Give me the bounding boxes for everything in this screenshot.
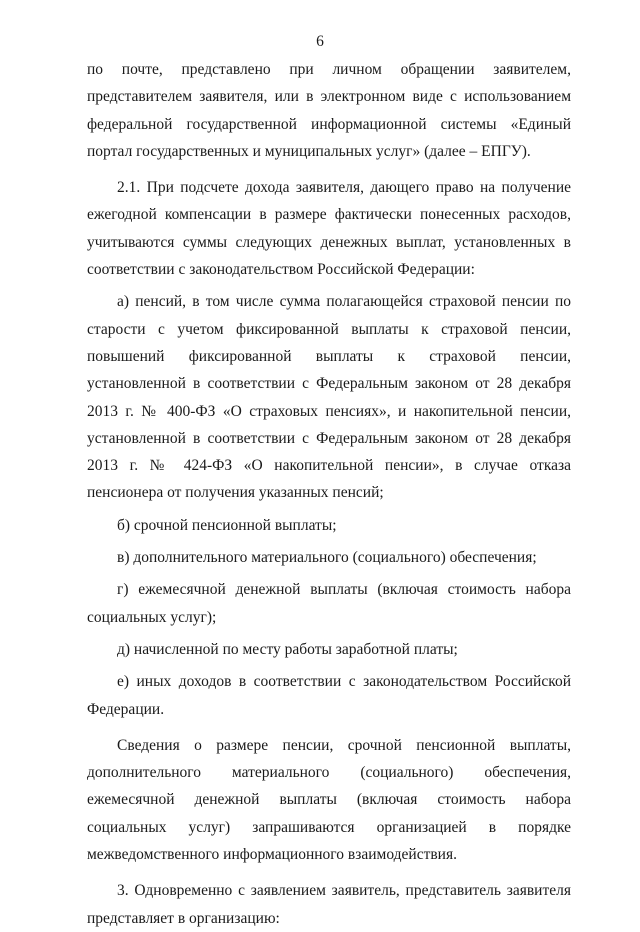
- paragraph-delivery-methods: по почте, представлено при личном обращении заявителем, представителем заявителя, или в электронном виде с использованием федеральной государственной информационной системы «Единый портал государственных и муниципальных услуг» (далее – ЕПГУ).: [87, 61, 571, 160]
- list-item-pensions: а) пенсий, в том числе сумма полагающейся страховой пенсии по старости с учетом фиксированной выплаты к страховой пенсии, повышений фиксированной выплаты к страховой пенсии, установленной в соответствии с Федеральным законом от 28 декабря 2013 г. № 400-ФЗ «О страховых пенсиях», и накопительной пенсии, установленной в соответствии с Федеральным законом от 28 декабря 2013 г. № 424-ФЗ «О накопительной пенсии», в случае отказа пенсионера от получения указанных пенсий;: [87, 293, 571, 502]
- paragraph-required-documents: 3. Одновременно с заявлением заявитель, представитель заявителя представляет в организацию:: [87, 882, 571, 927]
- list-item-monthly-payment: г) ежемесячной денежной выплаты (включая стоимость набора социальных услуг);: [87, 581, 571, 626]
- page-number: 6: [316, 33, 324, 50]
- paragraph-income-calculation: 2.1. При подсчете дохода заявителя, дающего право на получение ежегодной компенсации в размере фактически понесенных расходов, учитываются суммы следующих денежных выплат, установленных в соответствии с законодательством Российской Федерации:: [87, 179, 571, 279]
- list-item-salary: д) начисленной по месту работы заработной платы;: [117, 640, 458, 658]
- list-item-additional-support: в) дополнительного материального (социального) обеспечения;: [117, 549, 537, 567]
- paragraph-interagency-request: Сведения о размере пенсии, срочной пенсионной выплаты, дополнительного материального (социального) обеспечения, ежемесячной денежной выплаты (включая стоимость набора социальных услуг) запрашиваются организацией в порядке межведомственного информационного взаимодействия.: [87, 736, 571, 864]
- list-item-urgent-pension-payment: б) срочной пенсионной выплаты;: [117, 516, 337, 534]
- document-body: [87, 56, 571, 932]
- list-item-other-income: е) иных доходов в соответствии с законодательством Российской Федерации.: [87, 673, 571, 718]
